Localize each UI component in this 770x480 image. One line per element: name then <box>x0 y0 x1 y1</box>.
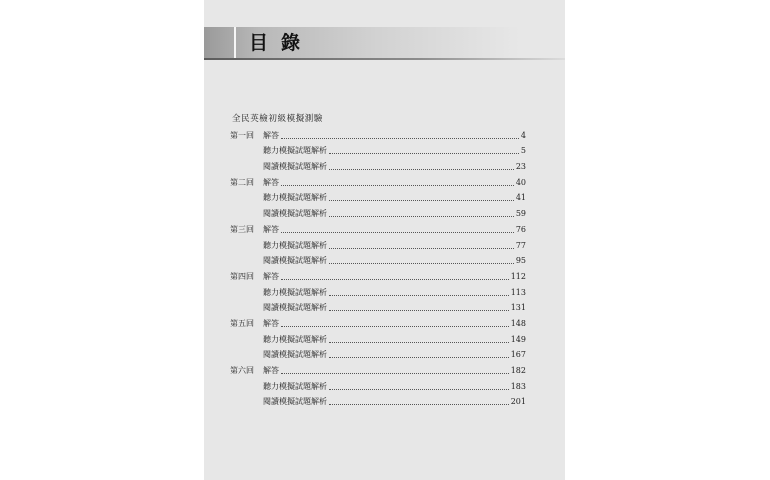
dot-leader <box>329 388 509 390</box>
dot-leader <box>281 137 519 139</box>
toc-page-number: 131 <box>510 303 526 313</box>
toc-topic: 解答 <box>263 177 279 187</box>
toc-page-number: 182 <box>510 366 526 375</box>
toc-chapter-label: 第一回 <box>230 130 254 140</box>
toc-page-number: 40 <box>515 177 526 187</box>
toc-page-number: 183 <box>510 381 526 391</box>
toc-page-number: 113 <box>510 287 526 297</box>
toc-page-number: 148 <box>510 318 526 328</box>
toc-page-number: 23 <box>515 162 526 172</box>
toc-entry[interactable] <box>230 253 526 269</box>
toc-topic: 聽力模擬試題解析 <box>263 193 327 203</box>
toc-topic: 聽力模擬試題解析 <box>263 287 327 297</box>
toc-page-number: 4 <box>520 130 526 140</box>
dot-leader <box>281 278 509 280</box>
dot-leader <box>329 403 509 405</box>
toc-topic: 解答 <box>263 318 279 328</box>
toc-entry[interactable] <box>230 174 526 190</box>
toc-page-number: 41 <box>515 193 526 203</box>
dot-leader <box>329 262 514 264</box>
dot-leader <box>281 184 514 186</box>
toc-page-number: 95 <box>515 256 526 266</box>
dot-leader <box>281 372 509 374</box>
document-page <box>204 0 565 480</box>
toc-entry[interactable] <box>230 158 526 174</box>
toc-entry[interactable] <box>230 237 526 253</box>
dot-leader <box>329 215 514 217</box>
dot-leader <box>329 309 509 311</box>
toc-chapter-label: 第六回 <box>230 366 254 375</box>
dot-leader <box>281 231 514 233</box>
toc-entry[interactable] <box>230 394 526 410</box>
toc-topic: 閱讀模擬試題解析 <box>263 303 327 313</box>
dot-leader <box>329 341 509 343</box>
toc-entry[interactable] <box>230 362 526 378</box>
toc-entry[interactable] <box>230 221 526 237</box>
header-banner-divider <box>234 27 236 58</box>
toc-entry[interactable] <box>230 378 526 394</box>
toc-topic: 解答 <box>263 271 279 281</box>
toc-entry[interactable] <box>230 143 526 159</box>
toc-page-number: 5 <box>520 146 526 156</box>
toc-chapter-label: 第三回 <box>230 224 254 234</box>
toc-topic: 聽力模擬試題解析 <box>263 334 327 344</box>
toc-topic: 解答 <box>263 130 279 140</box>
toc-topic: 閱讀模擬試題解析 <box>263 209 327 219</box>
dot-leader <box>329 294 509 296</box>
toc-entry[interactable] <box>230 315 526 331</box>
toc-topic: 解答 <box>263 366 279 375</box>
toc-page-number: 112 <box>510 271 526 281</box>
table-of-contents <box>230 112 526 409</box>
dot-leader <box>329 199 514 201</box>
book-title: 全民英檢初級模擬測驗 <box>232 114 324 124</box>
toc-topic: 閱讀模擬試題解析 <box>263 256 327 266</box>
toc-entry[interactable] <box>230 190 526 206</box>
toc-topic: 聽力模擬試題解析 <box>263 146 327 156</box>
toc-page-number: 201 <box>510 397 526 407</box>
toc-topic: 閱讀模擬試題解析 <box>263 397 327 407</box>
toc-chapter-label: 第四回 <box>230 271 254 281</box>
toc-entry[interactable] <box>230 205 526 221</box>
toc-entry[interactable] <box>230 347 526 363</box>
toc-entry[interactable] <box>230 331 526 347</box>
toc-entry[interactable] <box>230 127 526 143</box>
dot-leader <box>329 356 509 358</box>
dot-leader <box>281 325 509 327</box>
toc-chapter-label: 第二回 <box>230 177 254 187</box>
toc-entry[interactable] <box>230 268 526 284</box>
toc-entry[interactable] <box>230 284 526 300</box>
toc-page-number: 167 <box>510 350 526 360</box>
toc-topic: 解答 <box>263 224 279 234</box>
toc-entries <box>230 127 526 409</box>
toc-chapter-label: 第五回 <box>230 318 254 328</box>
toc-page-number: 59 <box>515 209 526 219</box>
toc-topic: 閱讀模擬試題解析 <box>263 162 327 172</box>
toc-topic: 聽力模擬試題解析 <box>263 381 327 391</box>
dot-leader <box>329 152 519 154</box>
page-title: 目錄 <box>249 32 314 54</box>
toc-entry[interactable] <box>230 300 526 316</box>
dot-leader <box>329 168 514 170</box>
header-underline <box>204 58 565 60</box>
toc-topic: 閱讀模擬試題解析 <box>263 350 327 360</box>
dot-leader <box>329 247 514 249</box>
toc-topic: 聽力模擬試題解析 <box>263 240 327 250</box>
toc-page-number: 149 <box>510 334 526 344</box>
toc-page-number: 76 <box>515 224 526 234</box>
toc-page-number: 77 <box>515 240 526 250</box>
